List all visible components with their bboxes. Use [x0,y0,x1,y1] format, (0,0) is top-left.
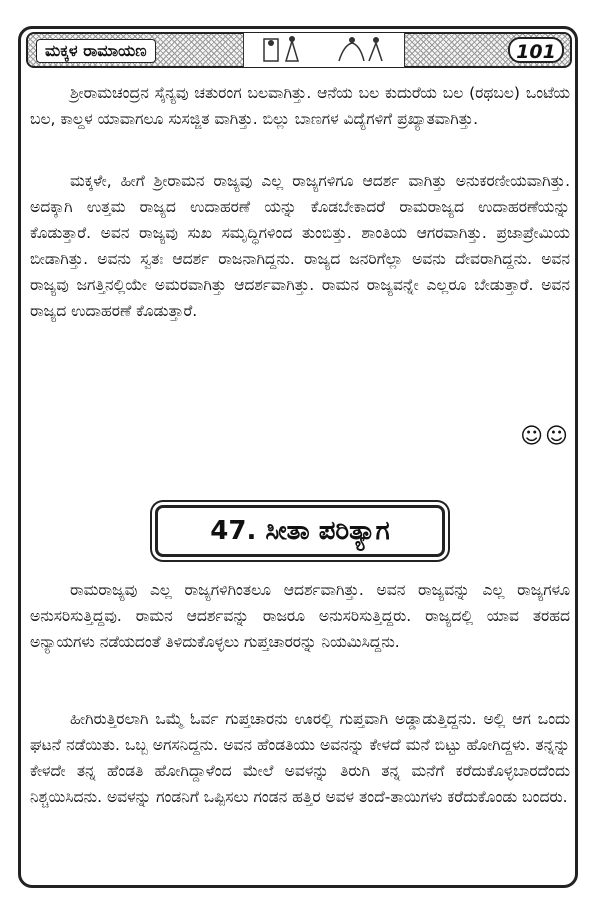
smiley-icon: ☺☺ [520,424,570,449]
paragraph: ಮಕ್ಕಳೇ, ಹೀಗೆ ಶ್ರೀರಾಮನ ರಾಜ್ಯವು ಎಲ್ಲ ರಾಜ್ಯಗಳಿಗೂ ಆದರ್ಶ ವಾಗಿತ್ತು ಅನುಕರಣೀಯವಾಗಿತ್ತು. ಅದಕ್ಕಾಗಿ ಉತ್ತಮ ರಾಜ್ಯದ ಉದಾಹರಣೆ ಯನ್ನು ಕೊಡಬೇಕಾದರೆ ರಾಮರಾಜ್ಯದ ಉದಾಹರಣೆಯನ್ನು ಕೊಡುತ್ತಾರೆ. ಅವನ ರಾಜ್ಯವು ಸುಖ ಸಮೃದ್ಧಿಗಳಿಂದ ತುಂಬಿತ್ತು. ಶಾಂತಿಯ ಆಗರವಾಗಿತ್ತು. ಪ್ರಜಾಪ್ರೇಮಿಯ ಬೀಡಾಗಿತ್ತು. ಅವನು ಸ್ವತಃ ಆದರ್ಶ ರಾಜನಾಗಿದ್ದನು. ರಾಜ್ಯದ ಜನರಿಗೆಲ್ಲಾ ಅವನು ದೇವರಾಗಿದ್ದನು. ಅವನ ರಾಜ್ಯವು ಜಗತ್ತಿನಲ್ಲಿಯೇ ಅಮರವಾಗಿತ್ತು ಆದರ್ಶವಾಗಿತ್ತು. ರಾಮನ ರಾಜ್ಯವನ್ನೇ ಎಲ್ಲರೂ ಬೇಡುತ್ತಾರೆ. ಅವನ ರಾಜ್ಯದ ಉದಾಹರಣೆ ಕೊಡುತ್ತಾರೆ. [30,172,570,320]
page-header [26,32,572,68]
chapter-heading: 47. ಸೀತಾ ಪರಿತ್ಯಾಗ [155,505,445,557]
page-number: 101 [508,37,564,63]
paragraph: ಶ್ರೀರಾಮಚಂದ್ರನ ಸೈನ್ಯವು ಚತುರಂಗ ಬಲವಾಗಿತ್ತು. ಆನೆಯ ಬಲ ಕುದುರೆಯ ಬಲ (ರಥಬಲ) ಒಂಟೆಯ ಬಲ, ಕಾಲ್ದಳ ಯಾವಾಗಲೂ ಸುಸಜ್ಜಿತ ವಾಗಿತ್ತು. ಬಿಲ್ಲು ಬಾಣಗಳ ವಿದ್ಯೆಗಳಿಗೆ ಪ್ರಖ್ಯಾತವಾಗಿತ್ತು. [30,84,570,128]
book-title: ಮಕ್ಕಳ ರಾಮಾಯಣ [36,39,156,63]
paragraph: ಹೀಗಿರುತ್ತಿರಲಾಗಿ ಒಮ್ಮೆ ಓರ್ವ ಗುಪ್ತಚಾರನು ಊರಲ್ಲಿ ಗುಪ್ತವಾಗಿ ಅಡ್ಡಾಡುತ್ತಿದ್ದನು. ಅಲ್ಲಿ ಆಗ ಒಂದು ಘಟನೆ ನಡೆಯಿತು. ಒಬ್ಬ ಅಗಸನಿದ್ದನು. ಅವನ ಹೆಂಡತಿಯು ಅವನನ್ನು ಕೇಳದೆ ಮನೆ ಬಿಟ್ಟು ಹೋಗಿದ್ದಳು. ತನ್ನನ್ನು ಕೇಳದೇ ತನ್ನ ಹೆಂಡತಿ ಹೋಗಿದ್ದಾಳೆಂದ ಮೇಲೆ ಅವಳನ್ನು ತಿರುಗಿ ತನ್ನ ಮನೆಗೆ ಕರೆದುಕೊಳ್ಳಬಾರದೆಂದು ನಿಶ್ಚಯಿಸಿದನು. ಅವಳನ್ನು ಗಂಡನಿಗೆ ಒಪ್ಪಿಸಲು ಗಂಡನ ಹತ್ತಿರ ಅವಳ ತಂದೆ-ತಾಯಿಗಳು ಕರೆದುಕೊಂಡು ಬಂದರು. [30,710,570,806]
paragraph: ರಾಮರಾಜ್ಯವು ಎಲ್ಲ ರಾಜ್ಯಗಳಿಗಿಂತಲೂ ಆದರ್ಶವಾಗಿತ್ತು. ಅವನ ರಾಜ್ಯವನ್ನು ಎಲ್ಲ ರಾಜ್ಯಗಳೂ ಅನುಸರಿಸುತ್ತಿದ್ದವು. ರಾಮನ ಆದರ್ಶವನ್ನು ರಾಜರೂ ಅನುಸರಿಸುತ್ತಿದ್ದರು. ರಾಜ್ಯದಲ್ಲಿ ಯಾವ ತರಹದ ಅನ್ಯಾಯಗಳು ನಡೆಯದಂತೆ ತಿಳಿದುಕೊಳ್ಳಲು ಗುಪ್ತಚಾರರನ್ನು ನಿಯಮಿಸಿದ್ದನು. [30,581,570,651]
rama-sita-illustration-icon [243,33,405,67]
